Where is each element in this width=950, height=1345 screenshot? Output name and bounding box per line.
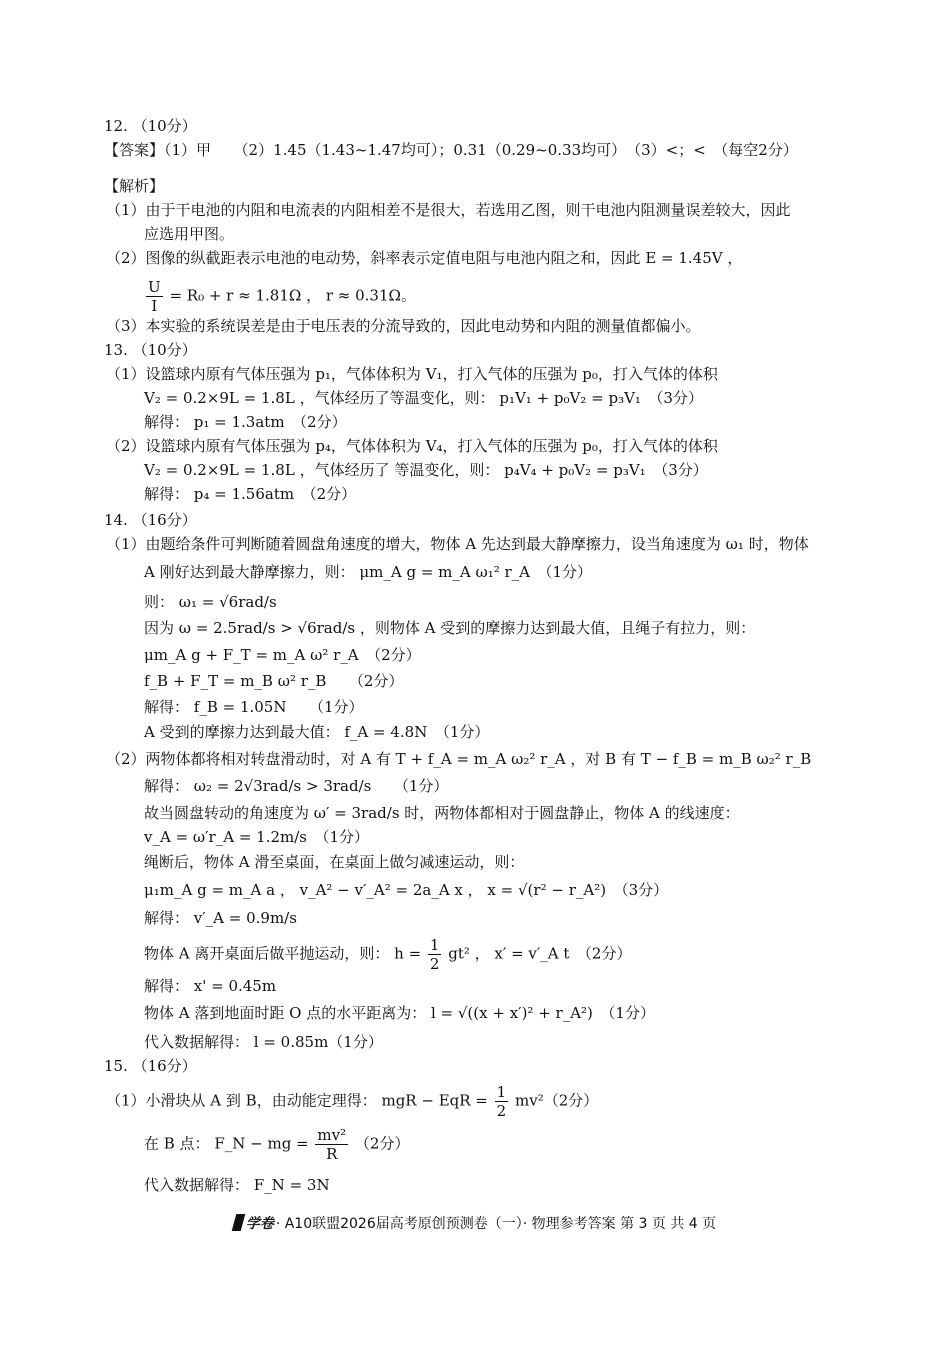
fraction-numerator: mv²: [317, 1126, 347, 1144]
text-line: （1）由题给条件可判断随着圆盘角速度的增大，物体 A 先达到最大静摩擦力，设当角速度为 ω₁ 时，物体: [106, 535, 809, 553]
text-line: V₂ = 0.2×9L = 1.8L ，气体经历了 等温变化，则： p₄V₄ + p₀V₂ = p₃V₁ （3分）: [144, 461, 708, 479]
footer-text: · A10联盟2026届高考原创预测卷（一）· 物理参考答案 第 3 页 共 4 页: [275, 1216, 717, 1232]
fraction: [146, 278, 163, 315]
text-line: 代入数据解得： l = 0.85m（1分）: [144, 1033, 383, 1051]
formula-text: = R₀ + r ≈ 1.81Ω ， r ≈ 0.31Ω。: [169, 286, 416, 305]
text-line: （2）设篮球内原有气体压强为 p₄，气体体积为 V₄，打入气体的压强为 p₀，打入气体的体积: [106, 437, 718, 455]
fraction-numerator: 1: [429, 936, 440, 954]
text-line: A 受到的摩擦力达到最大值： f_A = 4.8N （1分）: [144, 723, 490, 741]
text-line: 解得： v′_A = 0.9m/s: [144, 909, 297, 927]
text-line: 因为 ω = 2.5rad/s > √6rad/s ，则物体 A 受到的摩擦力达到最大值，且绳子有拉力，则：: [144, 619, 756, 637]
formula-text: （1）小滑块从 A 到 B，由动能定理得： mgR − EqR =: [106, 1091, 488, 1110]
answer-line: 【答案】（1）甲 （2）1.45（1.43~1.47均可）；0.31（0.29~0.33均可） （3）<；< （每空2分）: [104, 141, 798, 159]
analysis-heading: 【解析】: [104, 177, 165, 195]
question-15-heading: 15. （16分）: [104, 1057, 197, 1075]
text-line: 则： ω₁ = √6rad/s: [144, 593, 277, 611]
text-line: （1）由于干电池的内阻和电流表的内阻相差不是很大，若选用乙图，则干电池内阻测量误差较大，因此: [106, 201, 791, 219]
formula-text: mv²（2分）: [515, 1091, 599, 1110]
text-line: V₂ = 0.2×9L = 1.8L ，气体经历了等温变化，则： p₁V₁ + p₀V₂ = p₃V₁ （3分）: [144, 389, 703, 407]
formula-line: f_B + F_T = m_B ω² r_B （2分）: [144, 672, 404, 690]
fraction: [428, 936, 442, 973]
text-line: 物体 A 落到地面时距 O 点的水平距离为： l = √((x + x′)² + r_A²) （1分）: [144, 1004, 655, 1022]
text-line: 解得： f_B = 1.05N （1分）: [144, 698, 364, 716]
text-line: 应选用甲图。: [144, 225, 235, 243]
fraction: [495, 1083, 509, 1120]
page-footer: [0, 1214, 950, 1234]
text-line: v_A = ω′r_A = 1.2m/s （1分）: [144, 828, 370, 846]
formula-line: [144, 278, 416, 315]
question-13-heading: 13. （10分）: [104, 341, 197, 359]
fraction-denominator: 2: [496, 1102, 507, 1120]
formula-text: 在 B 点： F_N − mg =: [144, 1134, 309, 1153]
text-line: （1）设篮球内原有气体压强为 p₁，气体体积为 V₁，打入气体的压强为 p₀，打入气体的体积: [106, 365, 718, 383]
formula-line: μm_A g + F_T = m_A ω² r_A （2分）: [144, 646, 421, 664]
logo-icon: [232, 1214, 246, 1231]
text-line: 代入数据解得： F_N = 3N: [144, 1176, 330, 1194]
formula-line: [144, 936, 631, 973]
text-line: 故当圆盘转动的角速度为 ω′ = 3rad/s 时，两物体都相对于圆盘静止，物体 A 的线速度：: [144, 804, 740, 822]
text-line: 解得： p₁ = 1.3atm （2分）: [144, 413, 347, 431]
formula-text: （2分）: [354, 1134, 410, 1153]
text-line: （2）两物体都将相对转盘滑动时，对 A 有 T + f_A = m_A ω₂² r_A ，对 B 有 T − f_B = m_B ω₂² r_B: [106, 750, 812, 768]
fraction: [315, 1126, 348, 1163]
formula-line: μ₁m_A g = m_A a ， v_A² − v′_A² = 2a_A x ， x = √(r² − r_A²) （3分）: [144, 881, 669, 899]
text-line: （3）本实验的系统误差是由于电压表的分流导致的，因此电动势和内阻的测量值都偏小。: [106, 317, 701, 335]
text-line: 解得： p₄ = 1.56atm （2分）: [144, 485, 357, 503]
text-line: 绳断后，物体 A 滑至桌面，在桌面上做匀减速运动，则：: [144, 853, 525, 871]
fraction-numerator: 1: [496, 1083, 507, 1101]
fraction-denominator: R: [326, 1145, 338, 1163]
fraction-numerator: U: [148, 278, 161, 296]
text-line: 解得： x' = 0.45m: [144, 977, 277, 995]
text-line: （2）图像的纵截距表示电池的电动势，斜率表示定值电阻与电池内阻之和，因此 E = 1.45V ，: [106, 249, 743, 267]
question-12-heading: 12. （10分）: [104, 117, 197, 135]
formula-text: 物体 A 离开桌面后做平抛运动，则： h =: [144, 944, 422, 963]
formula-line: [106, 1083, 598, 1120]
fraction-denominator: I: [151, 297, 158, 315]
question-14-heading: 14. （16分）: [104, 511, 197, 529]
text-line: 解得： ω₂ = 2√3rad/s > 3rad/s （1分）: [144, 777, 449, 795]
text-line: A 刚好达到最大静摩擦力，则： μm_A g = m_A ω₁² r_A （1分）: [144, 563, 593, 581]
formula-text: gt² ， x′ = v′_A t （2分）: [448, 944, 632, 963]
fraction-denominator: 2: [429, 955, 440, 973]
formula-line: [144, 1126, 409, 1163]
footer-logo-text: 学卷: [245, 1216, 274, 1232]
